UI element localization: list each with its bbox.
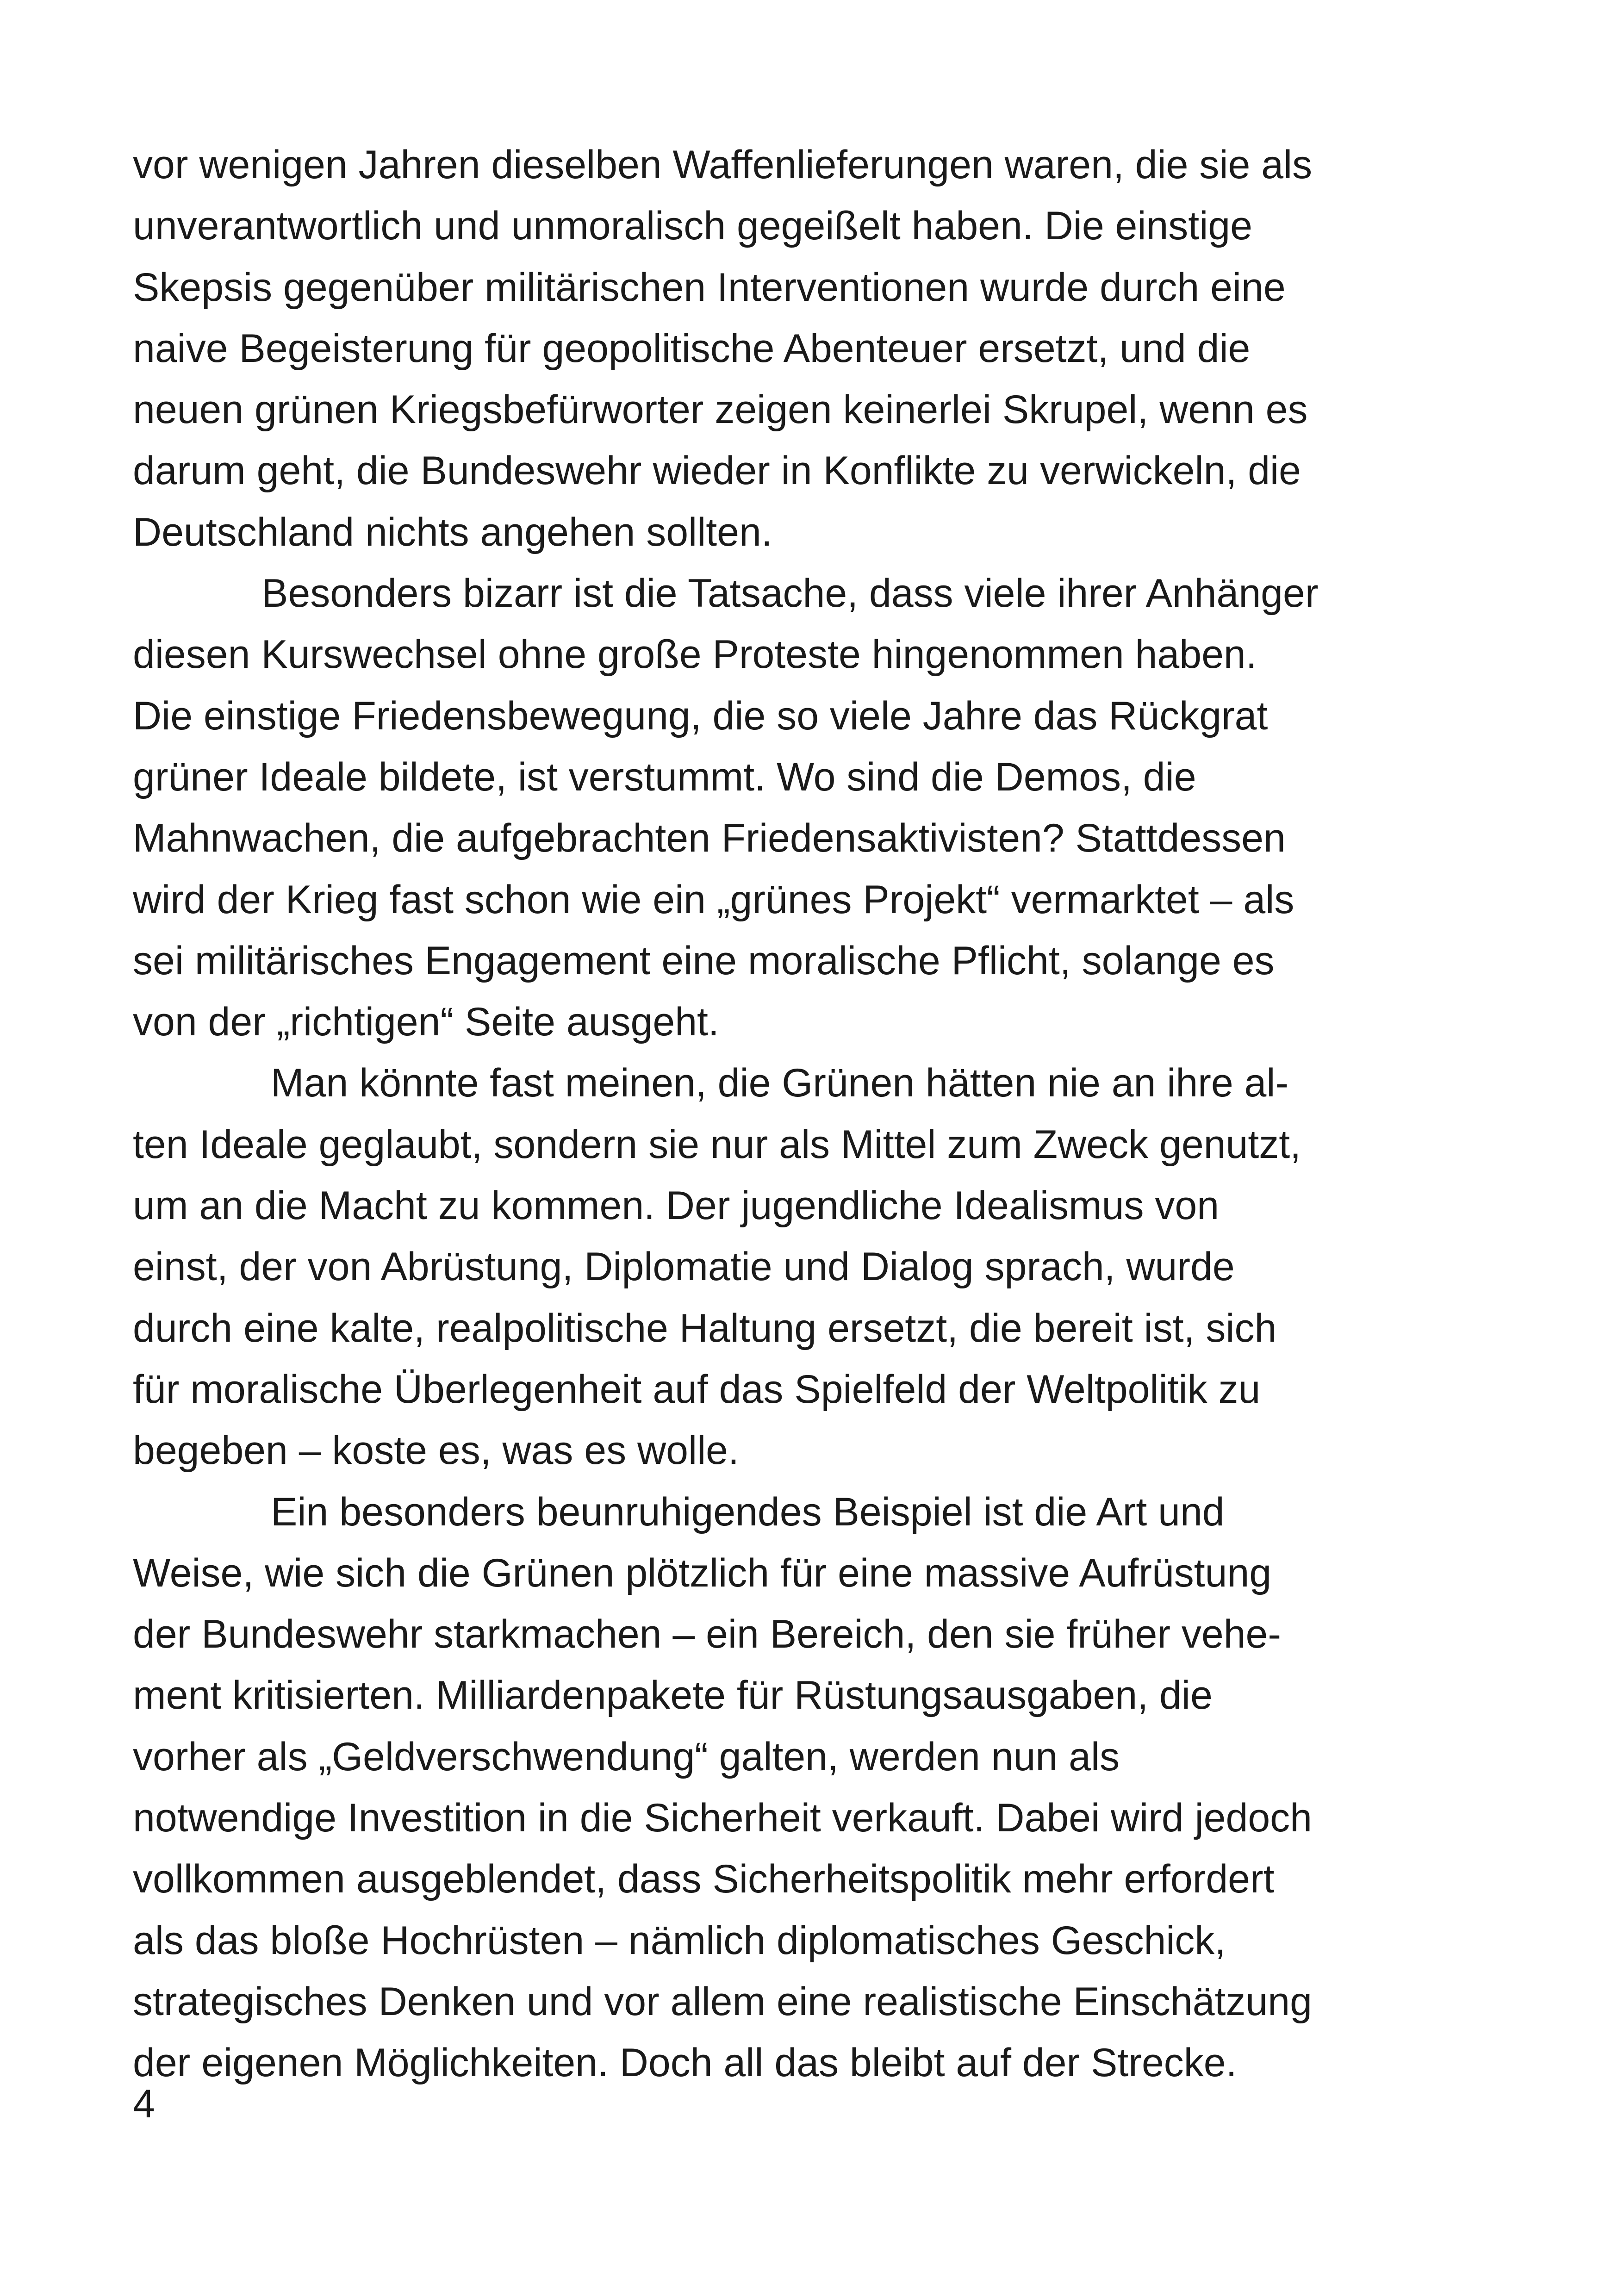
- text-line: ment kritisierten. Milliardenpakete für Rüstungsausgaben, die: [133, 1673, 1213, 1718]
- text-line: von der „richtigen“ Seite ausgeht.: [133, 1000, 719, 1045]
- text-line: diesen Kurswechsel ohne große Proteste hingenommen haben.: [133, 632, 1257, 677]
- text-line: grüner Ideale bildete, ist verstummt. Wo sind die Demos, die: [133, 754, 1196, 799]
- text-line: Ein besonders beunruhigendes Beispiel ist die Art und: [271, 1489, 1225, 1534]
- text-line: ten Ideale geglaubt, sondern sie nur als Mittel zum Zweck genutzt,: [133, 1122, 1301, 1167]
- text-line: für moralische Überlegenheit auf das Spielfeld der Weltpolitik zu: [133, 1367, 1261, 1412]
- text-line: Man könnte fast meinen, die Grünen hätten nie an ihre al-: [271, 1061, 1289, 1106]
- text-line: vorher als „Geldverschwendung“ galten, werden nun als: [133, 1734, 1120, 1779]
- text-line: Mahnwachen, die aufgebrachten Friedensaktivisten? Stattdessen: [133, 816, 1286, 861]
- text-line: naive Begeisterung für geopolitische Abenteuer ersetzt, und die: [133, 326, 1251, 371]
- body-text: [133, 134, 1410, 2094]
- text-line: einst, der von Abrüstung, Diplomatie und Dialog sprach, wurde: [133, 1244, 1235, 1289]
- text-line: durch eine kalte, realpolitische Haltung ersetzt, die bereit ist, sich: [133, 1306, 1277, 1350]
- text-line: vollkommen ausgeblendet, dass Sicherheitspolitik mehr erfordert: [133, 1857, 1275, 1902]
- text-line: neuen grünen Kriegsbefürworter zeigen keinerlei Skrupel, wenn es: [133, 387, 1308, 432]
- text-line: darum geht, die Bundeswehr wieder in Konflikte zu verwickeln, die: [133, 448, 1301, 493]
- text-line: Skepsis gegenüber militärischen Interventionen wurde durch eine: [133, 265, 1286, 310]
- text-line: notwendige Investition in die Sicherheit verkauft. Dabei wird jedoch: [133, 1796, 1313, 1841]
- text-line: um an die Macht zu kommen. Der jugendliche Idealismus von: [133, 1183, 1220, 1228]
- text-line: wird der Krieg fast schon wie ein „grünes Projekt“ vermarktet – als: [133, 877, 1294, 922]
- page-number: 4: [133, 2082, 155, 2126]
- text-line: vor wenigen Jahren dieselben Waffenlieferungen waren, die sie als: [133, 143, 1313, 187]
- text-line: unverantwortlich und unmoralisch gegeißelt haben. Die einstige: [133, 204, 1252, 249]
- text-line: Weise, wie sich die Grünen plötzlich für eine massive Aufrüstung: [133, 1550, 1272, 1595]
- text-line: begeben – koste es, was es wolle.: [133, 1428, 739, 1473]
- text-line: sei militärisches Engagement eine moralische Pflicht, solange es: [133, 938, 1275, 983]
- text-line: Die einstige Friedensbewegung, die so viele Jahre das Rückgrat: [133, 693, 1268, 738]
- text-line: als das bloße Hochrüsten – nämlich diplomatisches Geschick,: [133, 1918, 1226, 1963]
- text-line: Besonders bizarr ist die Tatsache, dass viele ihrer Anhänger: [261, 571, 1319, 616]
- text-line: der eigenen Möglichkeiten. Doch all das bleibt auf der Strecke.: [133, 2041, 1237, 2085]
- text-line: Deutschland nichts angehen sollten.: [133, 510, 772, 554]
- text-line: der Bundeswehr starkmachen – ein Bereich, den sie früher vehe-: [133, 1612, 1282, 1657]
- text-line: strategisches Denken und vor allem eine realistische Einschätzung: [133, 1979, 1312, 2024]
